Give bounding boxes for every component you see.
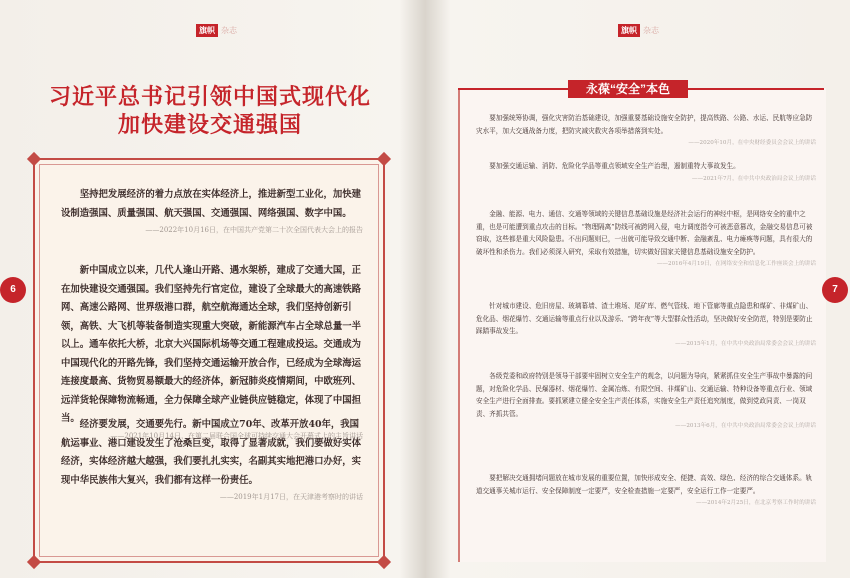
quote-text: 坚持把发展经济的着力点放在实体经济上，推进新型工业化，加快建设制造强国、质量强国、航天强国、交通强国、网络强国、数字中国。 [61, 189, 362, 219]
corner-ornament [377, 555, 391, 569]
logo-sub: 杂志 [643, 26, 659, 35]
quote-source: ——2019年1月17日，在天津港考察时的讲话 [219, 493, 363, 501]
quote-block [476, 300, 816, 347]
logo-mark: 旗帜 [618, 24, 640, 37]
quote-block [61, 262, 363, 441]
quote-source: ——2015年1月，在中共中央政治局常委会会议上的讲话 [675, 340, 816, 347]
page-title-line-1: 习近平总书记引领中国式现代化 [48, 84, 371, 109]
quote-text: 要加强交通运输、消防、危险化学品等重点领域安全生产治理，遏制重特大事故发生。 [489, 162, 740, 170]
quote-source: ——2013年6月，在中共中央政治局常委会会议上的讲话 [675, 423, 816, 430]
quote-block [476, 370, 816, 429]
quote-block [476, 112, 816, 146]
right-page [428, 0, 850, 578]
header-logo [618, 24, 659, 37]
quote-block [476, 472, 816, 506]
quote-text: 要加强统筹协调，强化灾害防治基础建设，加强重要基础设施安全防护，提高铁路、公路、水运、民航等应急防灾水平，加大交通战备力度，把防灾减灾救灾各项举措落到实处。 [476, 114, 813, 135]
corner-ornament [27, 555, 41, 569]
quote-block [61, 416, 363, 502]
quote-source: ——2021年10月14日，在第二届联合国全球可持续交通大会开幕式上的主旨讲话 [110, 431, 363, 440]
page-title-line-2: 加快建设交通强国 [117, 112, 302, 137]
quote-source: ——2014年2月25日，在北京考察工作时的讲话 [695, 500, 816, 507]
logo-sub: 杂志 [221, 26, 237, 35]
quote-source: ——2020年10月，在中央财经委员会会议上的讲话 [688, 140, 816, 147]
quote-source: ——2016年4月19日，在网络安全和信息化工作座谈会上的讲话 [656, 261, 816, 268]
page-number-right: 7 [822, 277, 848, 303]
logo-mark: 旗帜 [196, 24, 218, 37]
header-logo [196, 24, 237, 37]
section-banner: 永葆“安全”本色 [568, 80, 688, 98]
quote-text: 要把解决交通拥堵问题放在城市发展的重要位置，加快形成安全、便捷、高效、绿色、经济的综合交通体系。轨道交通事关城市运行、安全保障制度一定要严，安全检查措施一定要严，安全运行工作一定要严。 [476, 474, 813, 495]
left-page [0, 0, 420, 578]
quote-panel [33, 158, 385, 563]
quote-source: ——2021年7月，在中共中央政治局会议上的讲话 [691, 175, 816, 182]
quote-text: 各级党委和政府特别是领导干部要牢固树立安全生产的观念，以问题为导向，紧紧抓住安全生产事故中暴露的问题，对危险化学品、民爆器材、烟花爆竹、金属冶炼、有限空间、非煤矿山、交通运输、特种设备等重点行业、领域安全生产进行全面排查。要抓紧建立健全安全生产责任体系，实施安全生产责任追究制度，做到党政同责、一岗双责、齐抓共管。 [476, 372, 813, 418]
corner-ornament [27, 152, 41, 166]
quote-block [476, 160, 816, 182]
quote-source: ——2022年10月16日，在中国共产党第二十次全国代表大会上的报告 [145, 226, 363, 234]
quote-block [476, 208, 816, 267]
quote-text: 新中国成立以来，几代人逢山开路、遇水架桥，建成了交通大国，正在加快建设交通强国。我们坚持先行官定位，建设了全球最大的高速铁路网、高速公路网、世界级港口群，航空航海通达全球，我们坚持创新引领，高铁、大飞机等装备制造实现重大突破，新能源汽车占全球总量一半以上。通车依托大桥，北京大兴国际机场等交通工程建成投运。交通成为中国现代化的开路先锋，我们坚持交通运输开放合作，已经成为全球海运连接度最高、货物贸易额最大的经济体，新冠肺炎疫情期间，中欧班列、远洋货轮保障物流畅通，全力保障全球产业链供应链稳定，体现了中国担当。 [61, 265, 362, 424]
page-number-left: 6 [0, 277, 26, 303]
corner-ornament [377, 152, 391, 166]
quote-text: 金融、能源、电力、通信、交通等领域的关键信息基础设施是经济社会运行的神经中枢，是网络安全的重中之重，也是可能遭到重点攻击的目标。“物理隔离”防线可被跨网入侵，电力调度指令可被恶意篡改，金融交易信息可被窃取，这些都是重大风险隐患。不出问题则已，一出就可能导致交通中断、金融紊乱、电力瘫痪等问题，具有很大的破坏性和杀伤力。我们必须深入研究，采取有效措施，切实做好国家关键信息基础设施安全防护。 [476, 210, 813, 256]
quote-block [61, 186, 363, 235]
quote-text: 经济要发展，交通要先行。新中国成立70年、改革开放40年，我国航运事业、港口建设发生了沧桑巨变，取得了显著成就，我们要做好实体经济，实体经济越大越强，我们要扎扎实实，名副其实地把港口办好，实现中华民族伟大复兴，我们都有这样一份责任。 [61, 419, 362, 486]
quote-text: 针对城市建设、危旧房屋、玻璃幕墙、渣土堆场、尾矿库、燃气管线、地下管廊等重点隐患和煤矿、非煤矿山、危化品、烟花爆竹、交通运输等重点行业以及游乐、“跨年夜”等大型群众性活动，坚决做好安全防范，特别是要防止踩踏事故发生。 [476, 302, 813, 336]
